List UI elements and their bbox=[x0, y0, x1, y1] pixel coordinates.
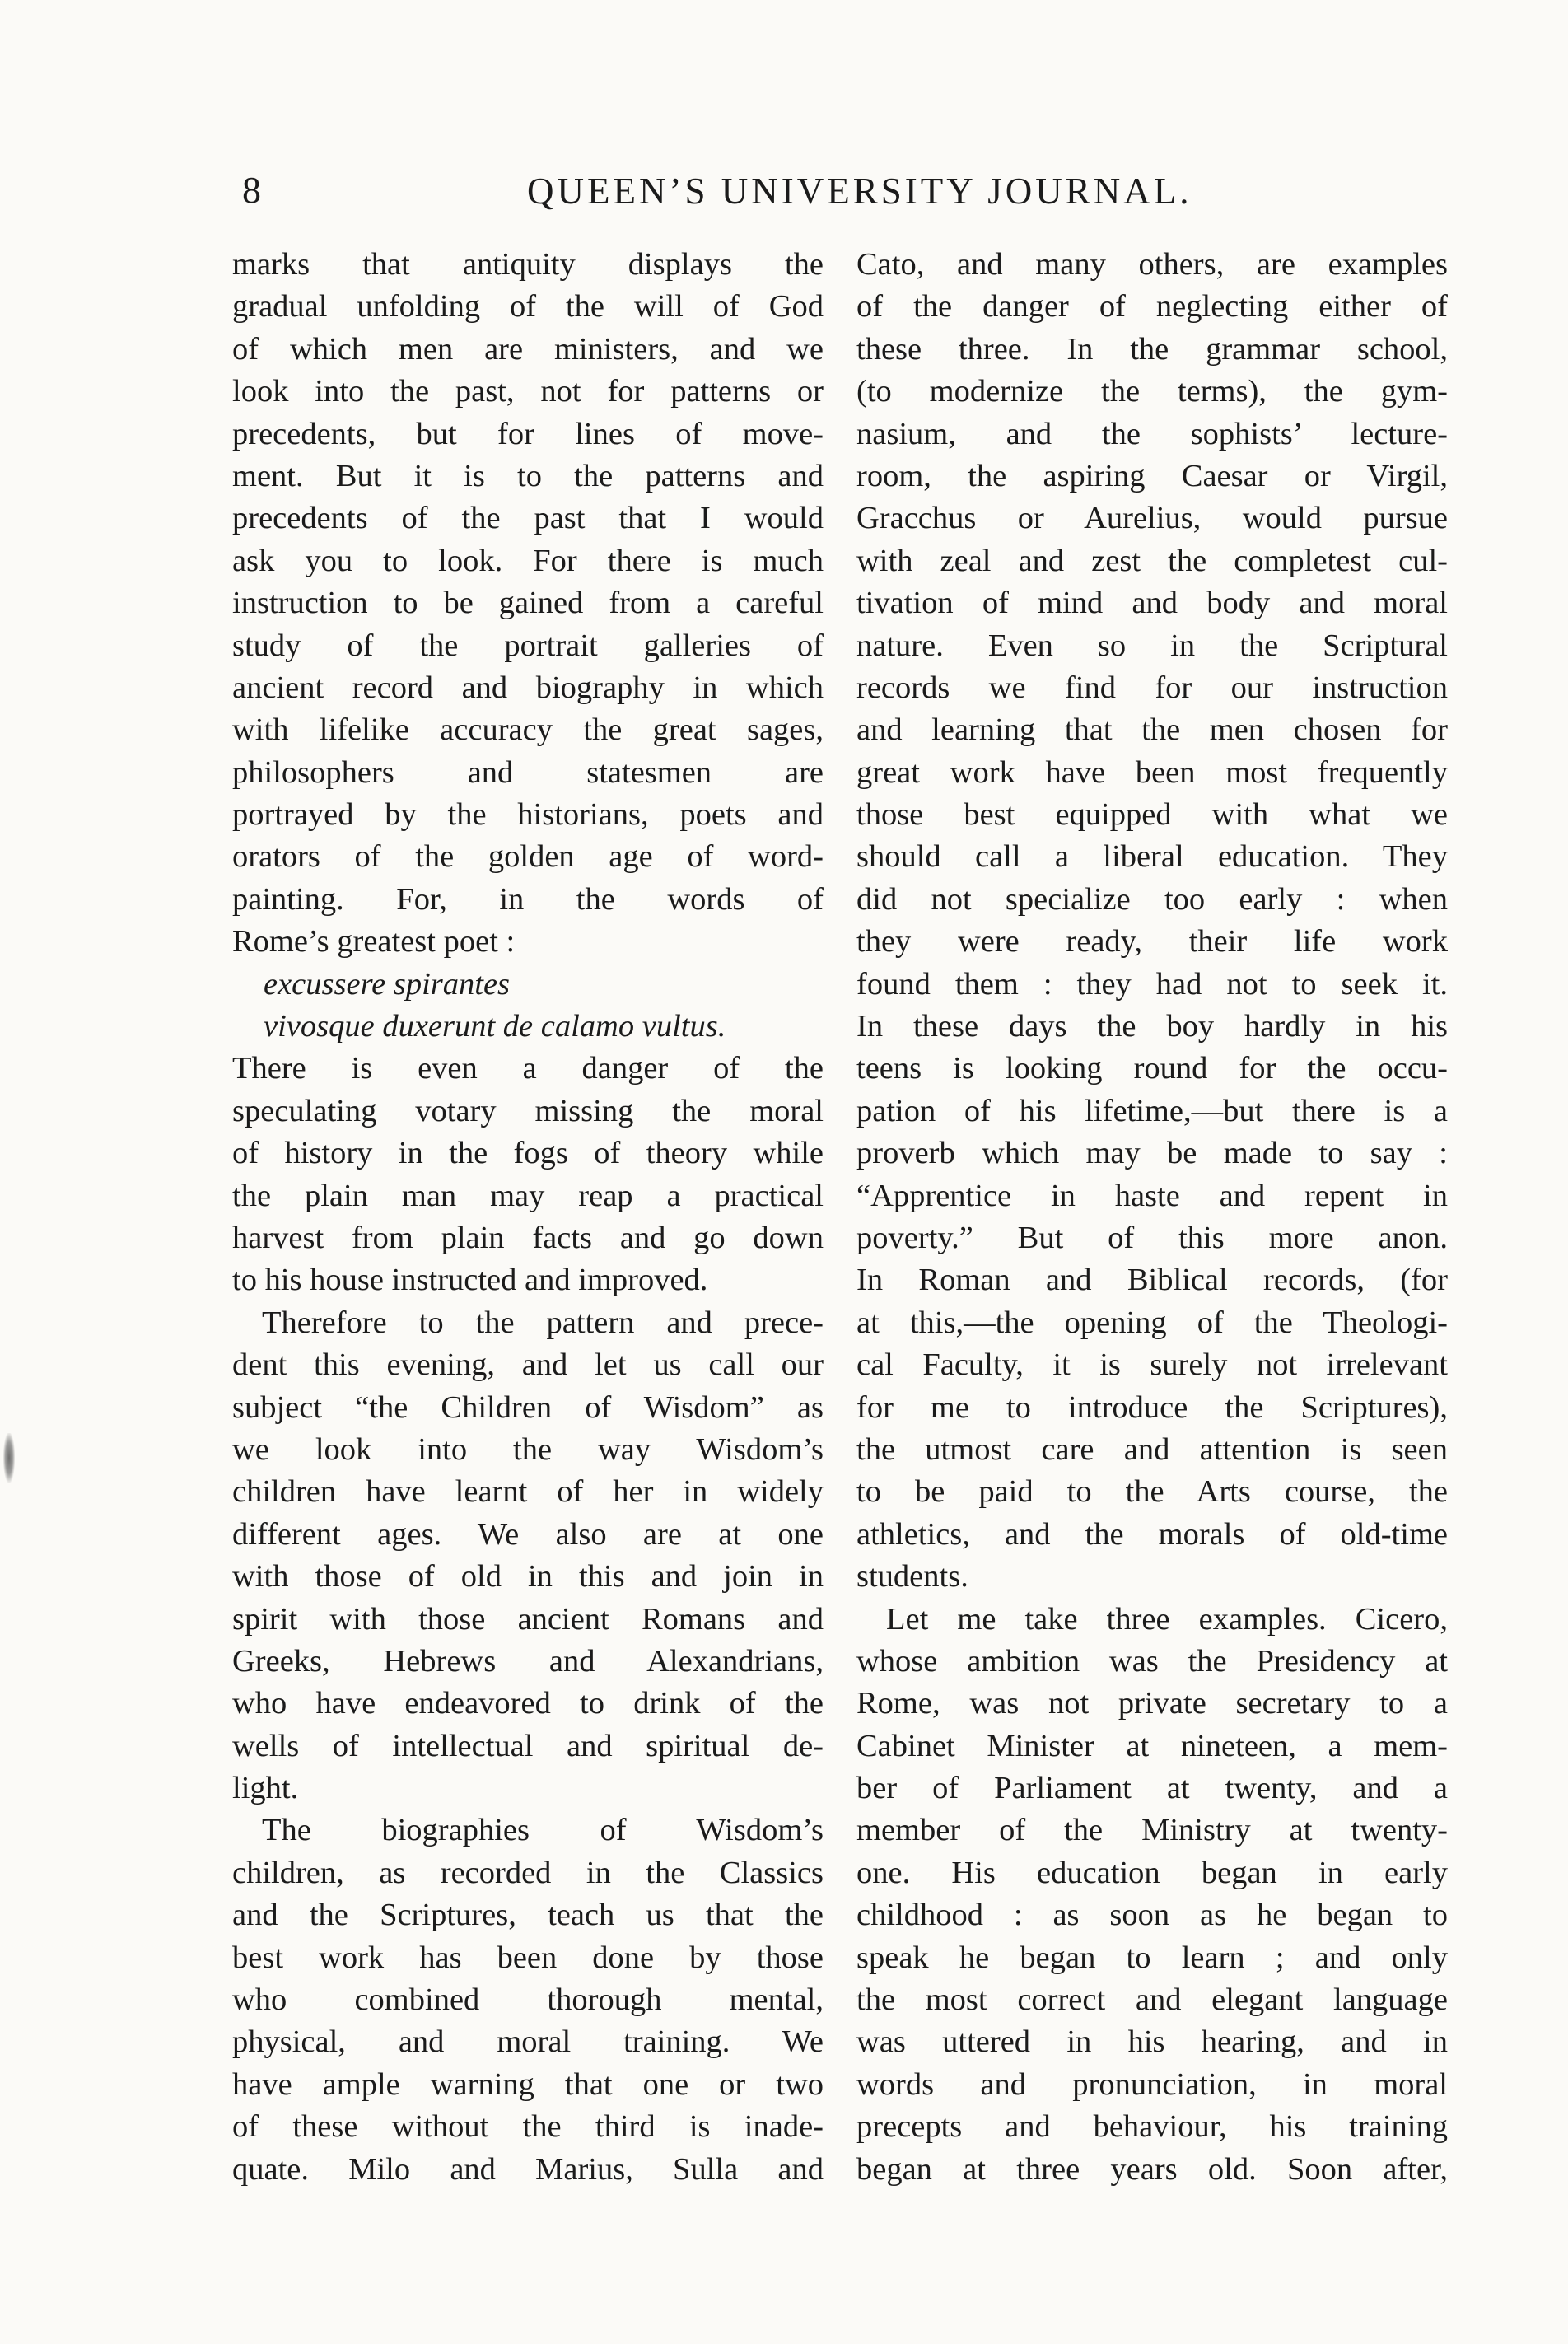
text-line: we look into the way Wisdom’s bbox=[232, 1431, 824, 1467]
text-line: Cabinet Minister at nineteen, a mem- bbox=[856, 1728, 1448, 1763]
text-line: study of the portrait galleries of bbox=[232, 628, 824, 663]
text-line: precepts and behaviour, his training bbox=[856, 2109, 1448, 2145]
text-line: poverty.” But of this more anon. bbox=[856, 1220, 1448, 1255]
right-column bbox=[856, 244, 1448, 2191]
text-line: orators of the golden age of word- bbox=[232, 839, 824, 875]
text-line: physical, and moral training. We bbox=[232, 2024, 824, 2060]
text-line: and the Scriptures, teach us that the bbox=[232, 1898, 824, 1933]
text-line: gradual unfolding of the will of God bbox=[232, 289, 824, 325]
text-line: In Roman and Biblical records, (for bbox=[856, 1263, 1448, 1298]
text-line: to his house instructed and improved. bbox=[232, 1263, 708, 1298]
text-line: have ample warning that one or two bbox=[232, 2066, 824, 2102]
text-line: instruction to be gained from a careful bbox=[232, 586, 824, 621]
text-line: pation of his lifetime,—but there is a bbox=[856, 1093, 1448, 1128]
text-line: light. bbox=[232, 1771, 299, 1806]
text-line: different ages. We also are at one bbox=[232, 1516, 824, 1552]
text-line: to be paid to the Arts course, the bbox=[856, 1474, 1448, 1510]
text-line: There is even a danger of the bbox=[232, 1051, 824, 1086]
text-line: Gracchus or Aurelius, would pursue bbox=[856, 501, 1448, 536]
text-line: wells of intellectual and spiritual de- bbox=[232, 1728, 824, 1763]
text-line: best work has been done by those bbox=[232, 1940, 824, 1975]
text-line: did not specialize too early : when bbox=[856, 881, 1448, 917]
text-line: ancient record and biography in which bbox=[232, 670, 824, 705]
text-line: of these without the third is inade- bbox=[232, 2109, 824, 2145]
text-line: they were ready, their life work bbox=[856, 924, 1448, 960]
text-line: with those of old in this and join in bbox=[232, 1559, 824, 1595]
text-line: found them : they had not to seek it. bbox=[856, 966, 1448, 1002]
text-line: with zeal and zest the completest cul- bbox=[856, 543, 1448, 578]
text-line: should call a liberal education. They bbox=[856, 839, 1448, 875]
text-line: who combined thorough mental, bbox=[232, 1982, 824, 2018]
text-line: one. His education began in early bbox=[856, 1855, 1448, 1890]
text-line: these three. In the grammar school, bbox=[856, 331, 1448, 367]
text-line: athletics, and the morals of old-time bbox=[856, 1516, 1448, 1552]
text-line: who have endeavored to drink of the bbox=[232, 1686, 824, 1721]
text-line: the utmost care and attention is seen bbox=[856, 1431, 1448, 1467]
text-line: look into the past, not for patterns or bbox=[232, 374, 824, 409]
text-line: was uttered in his hearing, and in bbox=[856, 2024, 1448, 2060]
text-line: Cato, and many others, are examples bbox=[856, 247, 1448, 282]
verse-line: excussere spirantes bbox=[264, 966, 511, 1002]
text-line: records we find for our instruction bbox=[856, 670, 1448, 705]
paragraph-start-line: The biographies of Wisdom’s bbox=[262, 1813, 824, 1848]
text-line: precedents of the past that I would bbox=[232, 501, 824, 536]
text-line: spirit with those ancient Romans and bbox=[232, 1601, 824, 1637]
text-line: of the danger of neglecting either of bbox=[856, 289, 1448, 325]
text-line: and learning that the men chosen for bbox=[856, 712, 1448, 748]
text-line: quate. Milo and Marius, Sulla and bbox=[232, 2151, 824, 2187]
text-line: the plain man may reap a practical bbox=[232, 1178, 824, 1213]
text-line: subject “the Children of Wisdom” as bbox=[232, 1389, 824, 1425]
text-line: nasium, and the sophists’ lecture- bbox=[856, 416, 1448, 451]
text-line: students. bbox=[856, 1559, 968, 1595]
text-line: speak he began to learn ; and only bbox=[856, 1940, 1448, 1975]
text-line: at this,—the opening of the Theologi- bbox=[856, 1305, 1448, 1340]
text-line: nature. Even so in the Scriptural bbox=[856, 628, 1448, 663]
text-line: precedents, but for lines of move- bbox=[232, 416, 824, 451]
text-line: whose ambition was the Presidency at bbox=[856, 1643, 1448, 1679]
text-line: “Apprentice in haste and repent in bbox=[856, 1178, 1448, 1213]
text-line: ment. But it is to the patterns and bbox=[232, 458, 824, 493]
text-line: those best equipped with what we bbox=[856, 797, 1448, 833]
text-line: Rome’s greatest poet : bbox=[232, 924, 516, 960]
text-line: portrayed by the historians, poets and bbox=[232, 797, 824, 833]
verse-line: vivosque duxerunt de calamo vultus. bbox=[264, 1009, 726, 1044]
paragraph-start-line: Therefore to the pattern and prece- bbox=[262, 1305, 824, 1340]
text-line: childhood : as soon as he began to bbox=[856, 1898, 1448, 1933]
text-line: philosophers and statesmen are bbox=[232, 754, 824, 790]
text-line: proverb which may be made to say : bbox=[856, 1136, 1448, 1171]
text-line: children, as recorded in the Classics bbox=[232, 1855, 824, 1890]
text-line: member of the Ministry at twenty- bbox=[856, 1813, 1448, 1848]
text-line: ask you to look. For there is much bbox=[232, 543, 824, 578]
text-line: teens is looking round for the occu- bbox=[856, 1051, 1448, 1086]
text-line: with lifelike accuracy the great sages, bbox=[232, 712, 824, 748]
text-line: dent this evening, and let us call our bbox=[232, 1347, 824, 1383]
text-line: words and pronunciation, in moral bbox=[856, 2066, 1448, 2102]
text-line: for me to introduce the Scriptures), bbox=[856, 1389, 1448, 1425]
text-line: marks that antiquity displays the bbox=[232, 247, 824, 282]
text-line: Greeks, Hebrews and Alexandrians, bbox=[232, 1643, 824, 1679]
text-line: the most correct and elegant language bbox=[856, 1982, 1448, 2018]
text-line: (to modernize the terms), the gym- bbox=[856, 374, 1448, 409]
paragraph-start-line: Let me take three examples. Cicero, bbox=[886, 1601, 1448, 1637]
page-number: 8 bbox=[242, 169, 262, 211]
text-line: of which men are ministers, and we bbox=[232, 331, 824, 367]
text-line: room, the aspiring Caesar or Virgil, bbox=[856, 458, 1448, 493]
text-line: tivation of mind and body and moral bbox=[856, 586, 1448, 621]
text-line: harvest from plain facts and go down bbox=[232, 1220, 824, 1255]
text-line: Rome, was not private secretary to a bbox=[856, 1686, 1448, 1721]
text-line: children have learnt of her in widely bbox=[232, 1474, 824, 1510]
text-line: of history in the fogs of theory while bbox=[232, 1136, 824, 1171]
text-line: painting. For, in the words of bbox=[232, 881, 824, 917]
margin-smudge bbox=[3, 1433, 15, 1483]
text-line: ber of Parliament at twenty, and a bbox=[856, 1771, 1448, 1806]
text-line: great work have been most frequently bbox=[856, 754, 1448, 790]
left-column bbox=[232, 244, 824, 2191]
running-title: QUEEN’S UNIVERSITY JOURNAL. bbox=[527, 170, 1192, 212]
text-line: In these days the boy hardly in his bbox=[856, 1009, 1448, 1044]
text-line: began at three years old. Soon after, bbox=[856, 2151, 1448, 2187]
text-line: speculating votary missing the moral bbox=[232, 1093, 824, 1128]
text-line: cal Faculty, it is surely not irrelevant bbox=[856, 1347, 1448, 1383]
